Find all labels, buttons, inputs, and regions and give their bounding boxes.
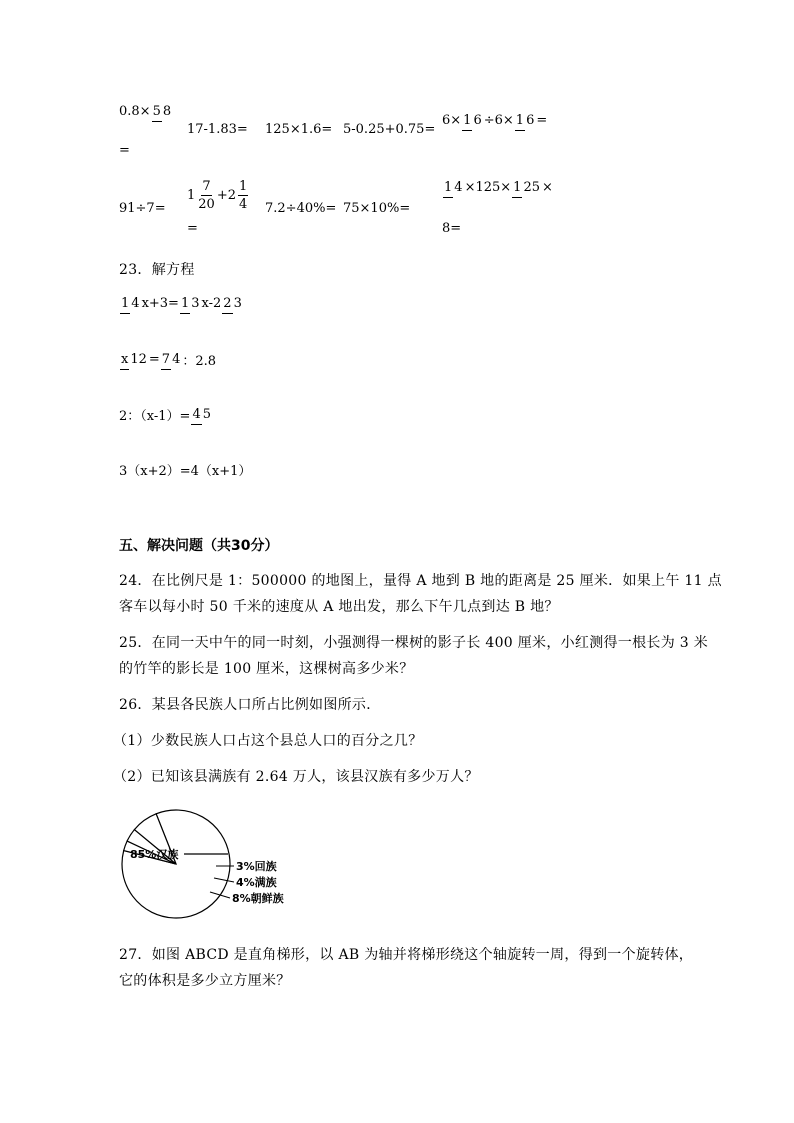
denominator: 20 [198,197,215,212]
numerator: 7 [202,179,211,194]
fraction [512,181,541,194]
denominator: 8 [162,104,172,119]
fraction [120,353,148,366]
denominator: 12 [130,352,147,367]
numerator: 1 [515,113,525,131]
calc-text: ×125× [464,180,512,195]
calc-r2-c5 [442,180,553,195]
fraction [191,408,212,421]
q23-equation-2 [119,350,216,369]
denominator: 4 [239,197,248,212]
numerator: 1 [180,296,190,314]
pie-label-hui: 3%回族 [236,860,277,873]
calc-text: = [148,352,160,367]
fraction [238,180,248,211]
calc-text: 6× [442,113,462,128]
mixed-number [187,180,217,211]
numerator: 2 [222,296,232,314]
q26-sub-2: （2）已知该县满族有 2.64 万人，该县汉族有多少万人？ [113,769,479,785]
fraction [443,181,464,194]
q23-equation-3 [119,405,213,424]
calc-text: ÷6× [483,113,514,128]
q26-sub-1: （1）少数民族人口占这个县总人口的百分之几？ [113,733,423,749]
denominator: 3 [191,296,200,311]
calc-text: + [216,188,228,203]
calc-r2-c4: 75×10%= [343,201,411,216]
denominator: 25 [523,180,540,195]
denominator: 4 [172,352,181,367]
calc-r2-c2-equals: = [187,221,198,236]
q23-equation-4: 3（x+2）=4（x+1） [119,464,252,479]
fraction [197,180,216,211]
fraction [180,297,201,310]
calc-r1-c1-equals: = [119,143,130,158]
fraction [222,297,243,310]
denominator: 6 [473,113,482,128]
calc-text: = [536,113,548,128]
q25-line-2: 的竹竿的影长是 100 厘米，这棵树高多少米？ [119,661,414,677]
denominator: 4 [131,296,140,311]
q27-line-1: 27．如图 ABCD 是直角梯形，以 AB 为轴并将梯形绕这个轴旋转一周，得到一个旋转体， [119,947,694,963]
whole-part: 1 [187,188,196,203]
calc-r2-c3: 7.2÷40%= [265,201,337,216]
pie-group [122,810,230,918]
numerator: 4 [191,407,201,425]
numerator: 5 [152,104,162,122]
numerator: 1 [443,180,453,198]
pie-label-man: 4%满族 [236,876,277,889]
numerator: 1 [462,113,472,131]
calc-text: 2：（x-1）= [119,409,191,424]
numerator: 7 [161,352,171,370]
q27-line-2: 它的体积是多少立方厘米？ [119,973,291,989]
section-title: 五、解决问题（共30分） [119,538,279,554]
calc-text: 0.8× [119,104,151,119]
calc-text: x-2 [201,296,222,311]
numerator: 1 [120,296,130,314]
pie-label-chaoxian: 8%朝鲜族 [232,892,284,905]
numerator: 1 [512,180,522,198]
q26-line-1: 26．某县各民族人口所占比例如图所示． [119,697,381,713]
numerator: 1 [239,179,248,194]
q24-line-1: 24．在比例尺是 1：500000 的地图上，量得 A 地到 B 地的距离是 25 厘米．如果上午 11 点 [119,573,722,589]
pie-label-han: 85%汉族 [130,848,179,861]
denominator: 3 [233,296,242,311]
population-pie-chart [110,808,310,923]
calc-r1-c5 [442,113,547,128]
mixed-number [228,180,250,211]
calc-r1-c1 [119,104,173,119]
calc-r2-c1: 91÷7= [119,201,166,216]
q24-line-2: 客车以每小时 50 千米的速度从 A 地出发，那么下午几点到达 B 地？ [119,599,559,615]
fraction [152,105,173,118]
denominator: 4 [454,180,463,195]
calc-r2-c2 [187,180,249,211]
calc-r1-c4: 5-0.25+0.75= [343,122,436,137]
calc-text: x+3= [141,296,179,311]
fraction [515,114,536,127]
denominator: 6 [526,113,535,128]
calc-text: × [542,180,553,195]
fraction [161,353,182,366]
q23-label: 23．解方程 [119,262,195,278]
fraction [120,297,141,310]
calc-text: ：2.8 [182,354,217,369]
whole-part: 2 [227,188,237,203]
q25-line-1: 25．在同一天中午的同一时刻，小强测得一棵树的影子长 400 厘米，小红测得一根长为 3 米 [119,635,709,651]
calc-r2-c5-tail: 8= [442,221,462,236]
calc-r1-c2: 17-1.83= [187,122,248,137]
calc-r1-c3: 125×1.6= [265,122,333,137]
denominator: 5 [202,407,211,422]
numerator: x [120,352,129,370]
q23-equation-1 [119,296,244,311]
fraction [462,114,483,127]
